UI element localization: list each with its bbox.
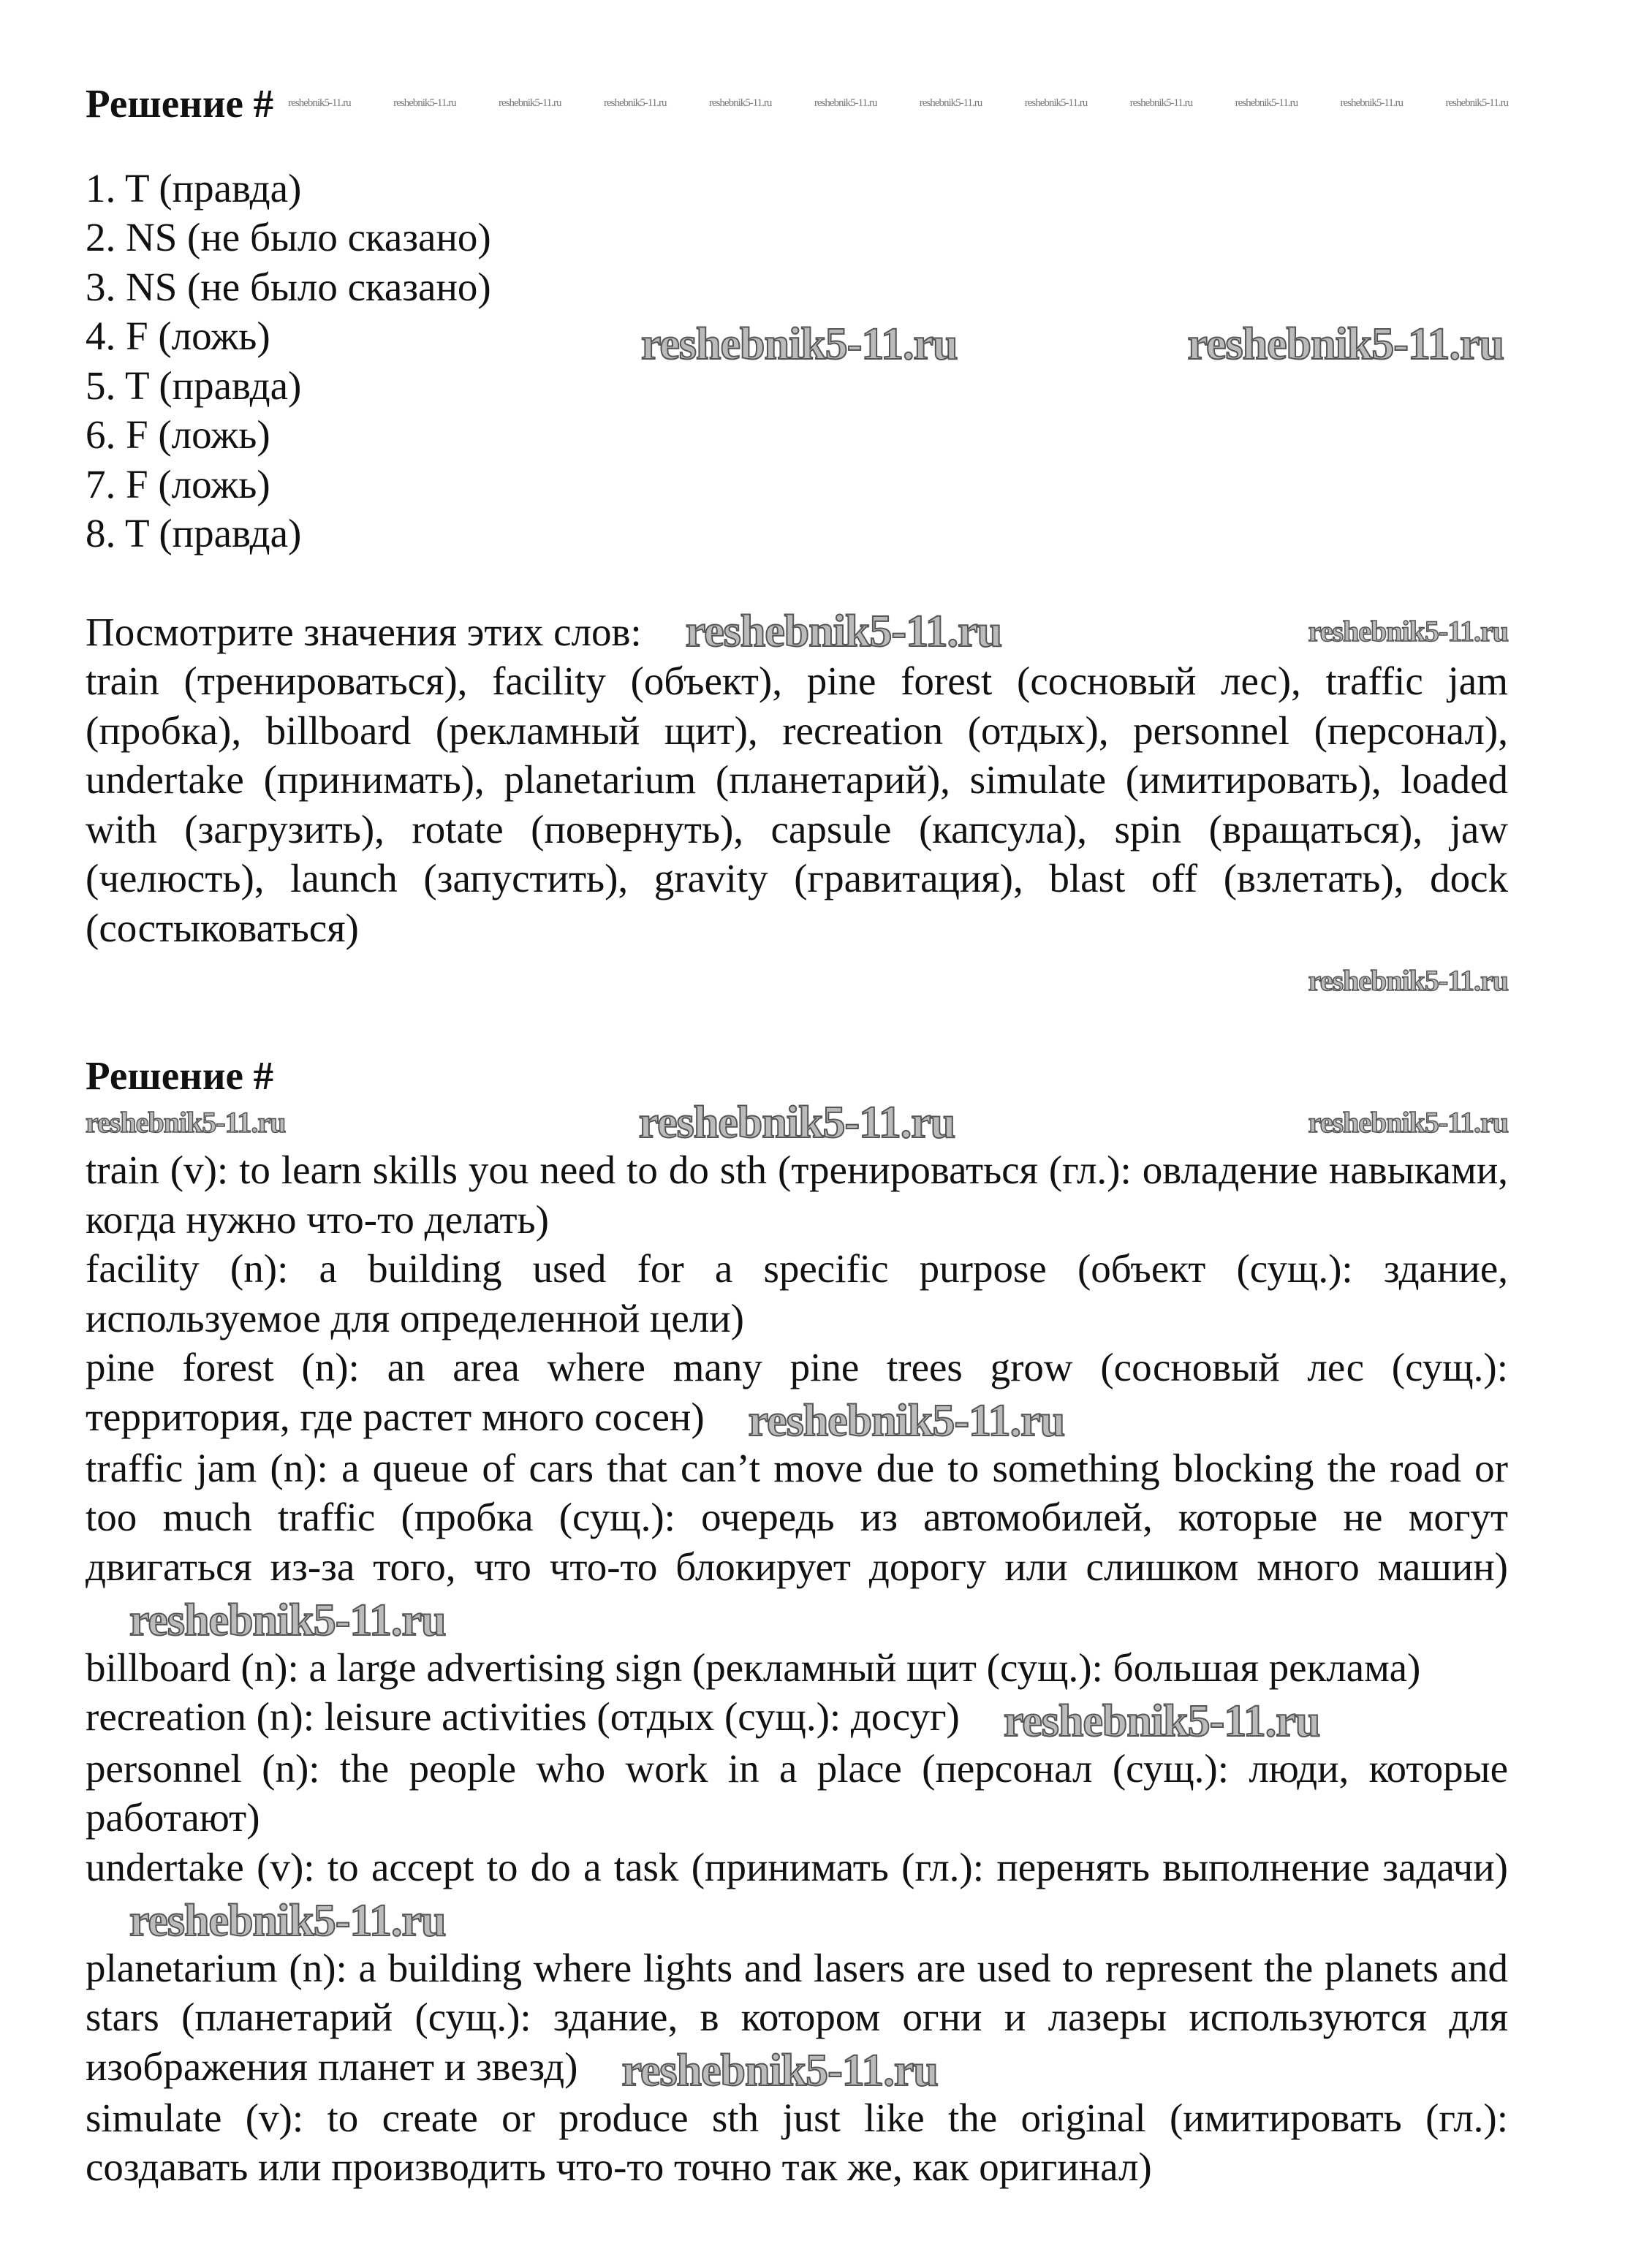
watermark: reshebnik5-11.ru (288, 97, 351, 110)
answer-item: 5. T (правда) (86, 363, 302, 408)
definition-text: planetarium (n): a building where lights and lasers are used to represent the planets and stars (планетарий (сущ.): здание, в котором огни и лазеры используются для изображения планет и звезд) (86, 1945, 1508, 2089)
answer-item: 7. F (ложь) (86, 461, 270, 507)
watermark: reshebnik5-11.ru (685, 607, 1002, 657)
watermark: reshebnik5-11.ru (1003, 1696, 1320, 1746)
definition-item: facility (n): a building used for a specific purpose (объект (сущ.): здание, используемое для определенной цели) (86, 1246, 1508, 1340)
watermark: reshebnik5-11.ru (919, 97, 982, 110)
watermark: reshebnik5-11.ru (1129, 97, 1193, 110)
heading-row-1 (86, 79, 1508, 129)
definition-text: traffic jam (n): a queue of cars that can’t move due to something blocking the road or too much traffic (пробка (сущ.): очередь из автомобилей, которые не могут двигаться из-за того, что что-то блокирует дорогу или слишком много машин) (86, 1445, 1508, 1589)
definition-item: train (v): to learn skills you need to do sth (тренироваться (гл.): овладение навыками, когда нужно что-то делать) (86, 1148, 1508, 1242)
watermark: reshebnik5-11.ru (1445, 97, 1508, 110)
watermark-row (86, 952, 1508, 1002)
definition-item (86, 1943, 1508, 2096)
definition-text: undertake (v): to accept to do a task (принимать (гл.): перенять выполнение задачи) (86, 1844, 1508, 1889)
watermark: reshebnik5-11.ru (748, 1395, 1065, 1446)
heading-solution-1: Решение # (86, 81, 274, 126)
answer-item: 2. NS (не было сказано) (86, 215, 491, 259)
answer-item: 8. T (правда) (86, 511, 302, 555)
watermark: reshebnik5-11.ru (86, 1106, 286, 1139)
watermark-row (86, 1098, 1508, 1148)
watermark: reshebnik5-11.ru (814, 97, 877, 110)
watermark: reshebnik5-11.ru (129, 1595, 446, 1645)
watermark: reshebnik5-11.ru (1340, 97, 1404, 110)
vocab-intro-row (86, 607, 1508, 657)
definition-item (86, 1343, 1508, 1444)
answer-item: 1. T (правда) (86, 165, 302, 211)
watermark: reshebnik5-11.ru (129, 1895, 446, 1946)
watermark: reshebnik5-11.ru (621, 2045, 938, 2096)
watermark: reshebnik5-11.ru (708, 97, 772, 110)
watermark: reshebnik5-11.ru (1308, 1106, 1508, 1139)
vocab-intro: Посмотрите значения этих слов: (86, 609, 642, 654)
watermark: reshebnik5-11.ru (641, 319, 958, 369)
watermark: reshebnik5-11.ru (1308, 964, 1508, 998)
watermark-row (288, 98, 1508, 109)
watermark: reshebnik5-11.ru (499, 97, 561, 110)
watermark: reshebnik5-11.ru (603, 97, 667, 110)
definition-item: simulate (v): to create or produce sth just like the original (имитировать (гл.): создавать или производить что-то точно так же, как оригинал) (86, 2095, 1508, 2190)
answer-item: 4. F (ложь) (86, 314, 270, 358)
definition-item: billboard (n): a large advertising sign (рекламный щит (сущ.): большая реклама) (86, 1645, 1421, 1690)
definition-text: recreation (n): leisure activities (отдых (сущ.): досуг) (86, 1694, 960, 1740)
vocab-section (86, 607, 1508, 1002)
watermark: reshebnik5-11.ru (1308, 615, 1508, 648)
watermark-row (641, 319, 1504, 369)
definitions-list (86, 1145, 1508, 2192)
watermark: reshebnik5-11.ru (1235, 97, 1298, 110)
vocab-text: train (тренироваться), facility (объект), pine forest (сосновый лес), traffic jam (пробка), billboard (рекламный щит), recreation (отдых), personnel (персонал), undertake (принимать), planetarium (планетарий), simulate (имитировать), loaded with (загрузить), rotate (повернуть), capsule (капсула), spin (вращаться), jaw (челюсть), launch (запустить), gravity (гравитация), blast off (взлетать), dock (состыковаться) (86, 659, 1508, 950)
watermark: reshebnik5-11.ru (1187, 319, 1504, 369)
watermark: reshebnik5-11.ru (638, 1098, 955, 1148)
definition-item (86, 1843, 1508, 1946)
answer-item: 6. F (ложь) (86, 412, 270, 457)
definition-item (86, 1692, 1508, 1746)
definition-item: personnel (n): the people who work in a place (персонал (сущ.): люди, которые работают) (86, 1745, 1508, 1840)
answer-item: 3. NS (не было сказано) (86, 264, 491, 309)
answers-list (86, 164, 1508, 558)
watermark: reshebnik5-11.ru (393, 97, 456, 110)
watermark: reshebnik5-11.ru (1024, 97, 1088, 110)
definition-item (86, 1444, 1508, 1643)
definition-text: pine forest (n): an area where many pine trees grow (сосновый лес (сущ.): территория, где растет много сосен) (86, 1345, 1508, 1439)
heading-solution-2: Решение # (86, 1053, 274, 1098)
